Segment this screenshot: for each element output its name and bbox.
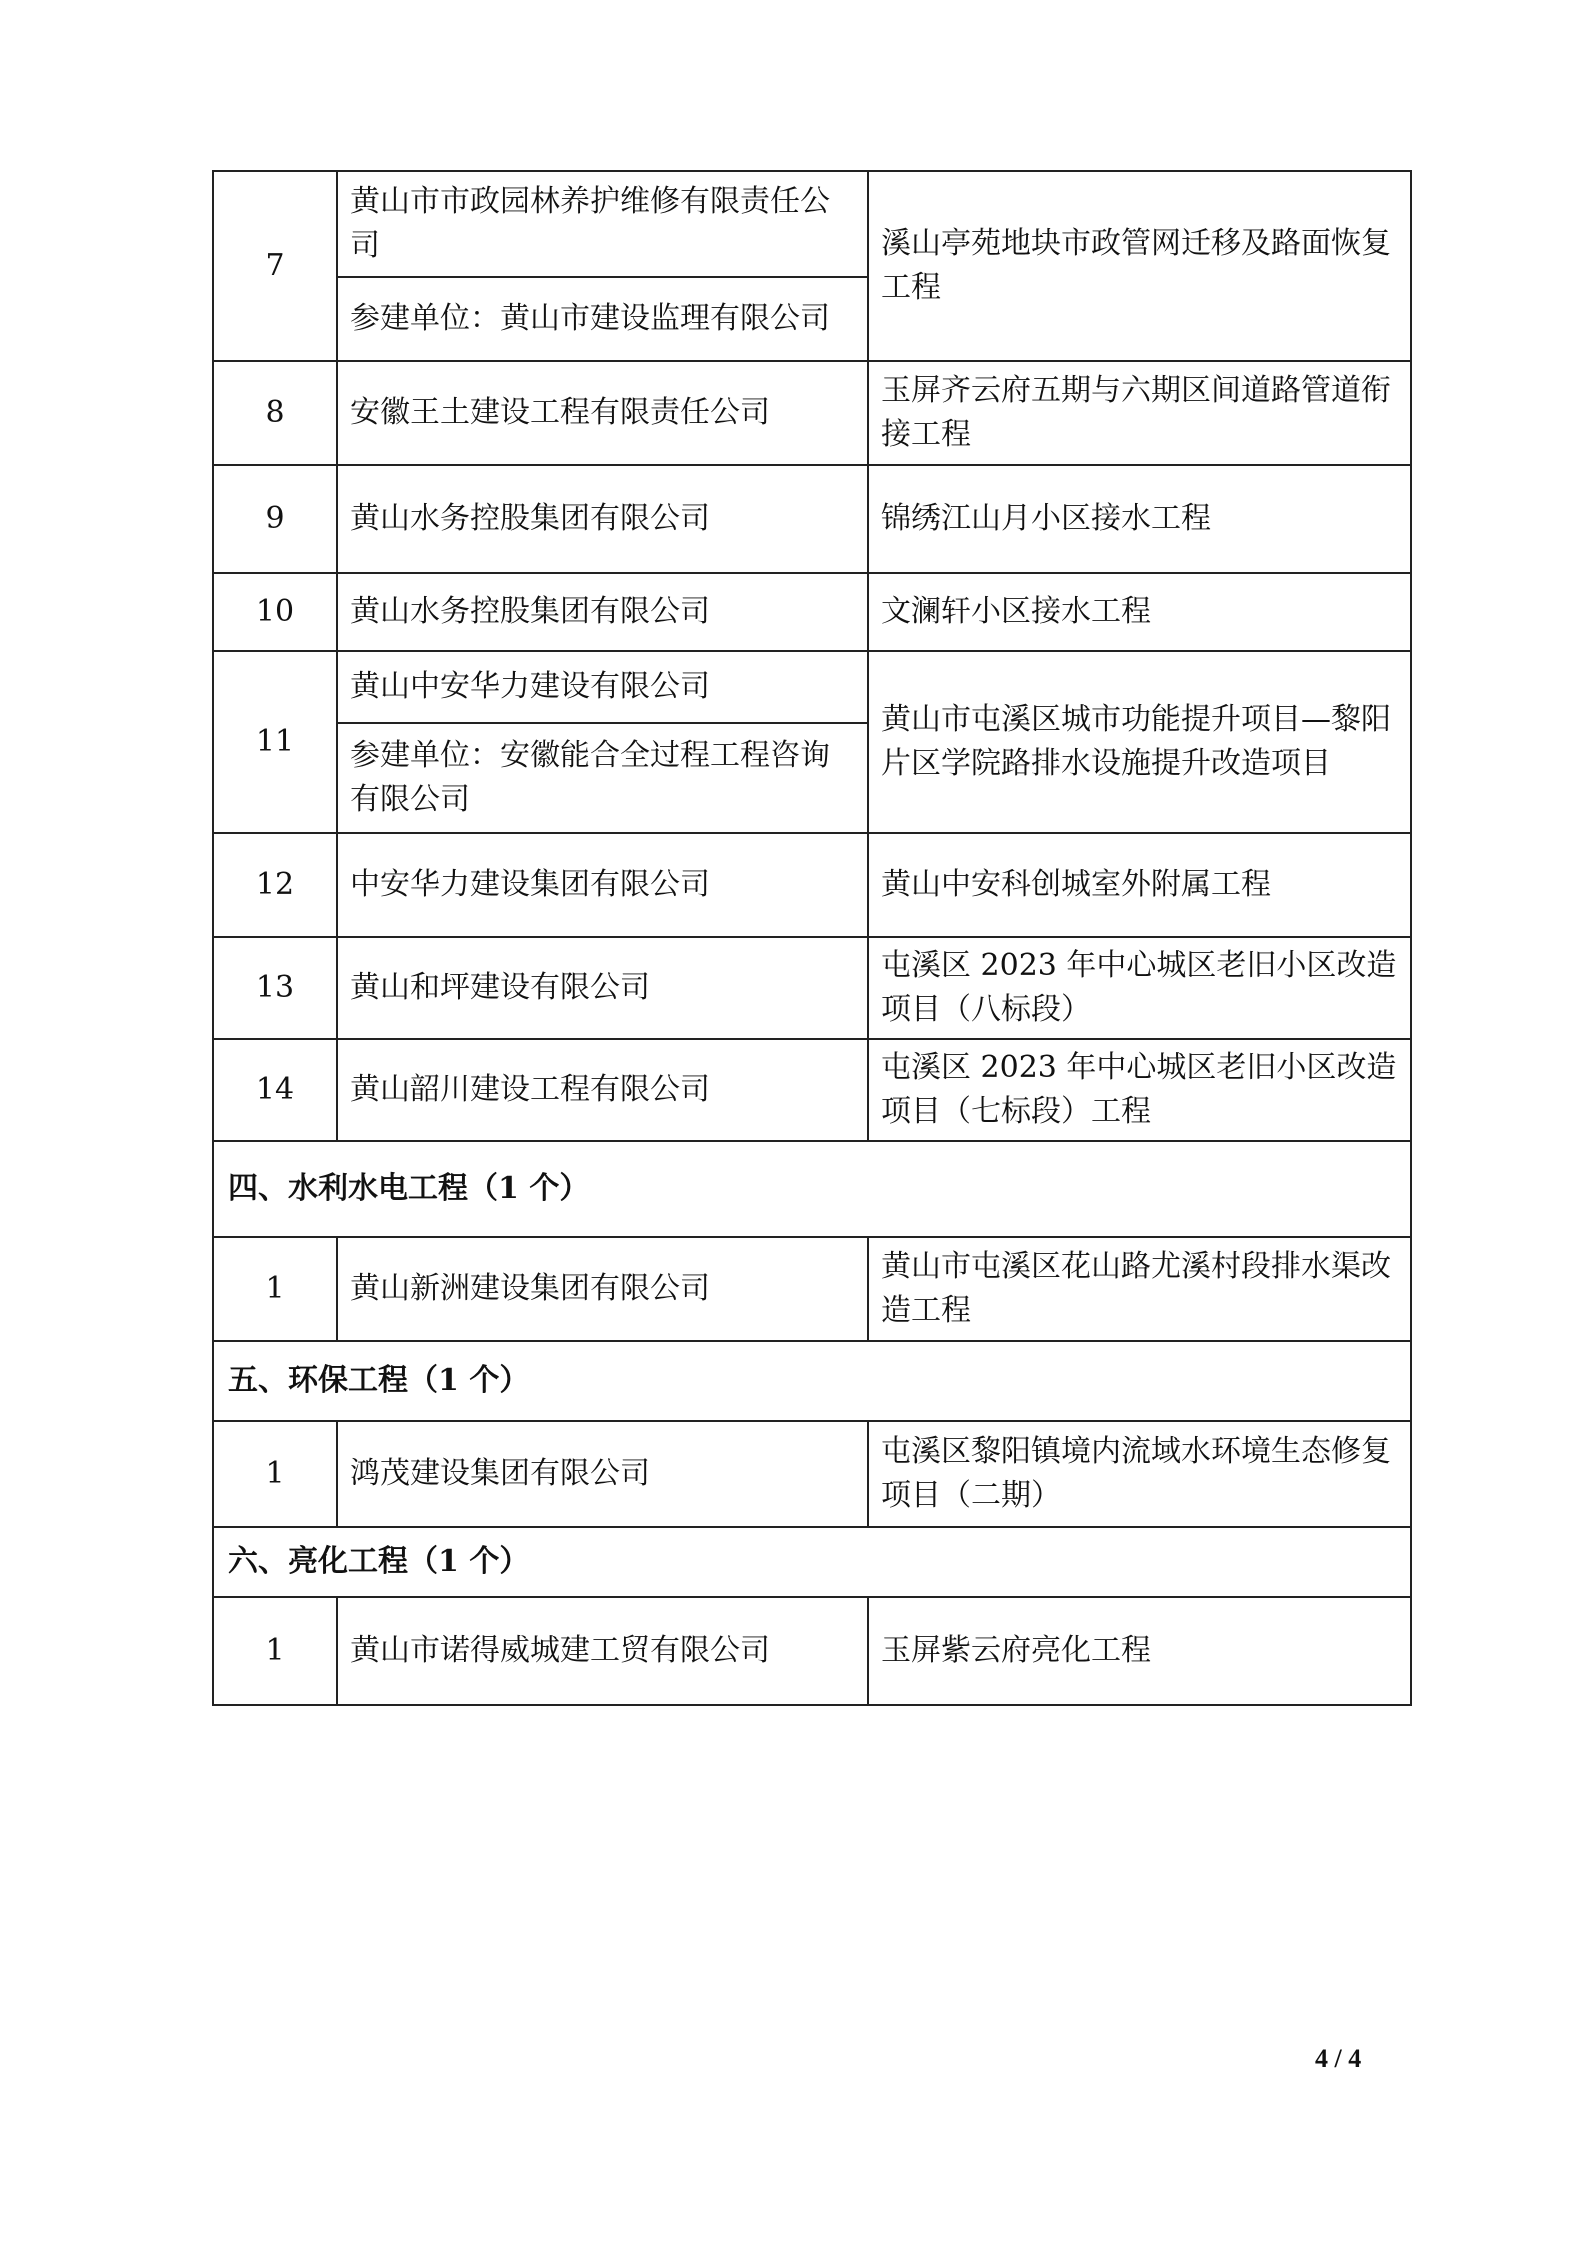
section-header: 四、水利水电工程（1 个） [213,1141,1411,1237]
unit-cell: 中安华力建设集团有限公司 [337,833,868,937]
project-cell: 黄山中安科创城室外附属工程 [868,833,1411,937]
unit-cell: 黄山市市政园林养护维修有限责任公司 [337,171,868,277]
project-cell: 玉屏紫云府亮化工程 [868,1597,1411,1705]
table-row [213,573,1411,651]
award-table [212,170,1412,1706]
unit-cell: 黄山市诺得威城建工贸有限公司 [337,1597,868,1705]
unit-cell: 黄山水务控股集团有限公司 [337,573,868,651]
row-number: 1 [213,1597,337,1705]
project-cell: 文澜轩小区接水工程 [868,573,1411,651]
participant-cell: 参建单位：安徽能合全过程工程咨询有限公司 [337,723,868,833]
unit-cell: 安徽王土建设工程有限责任公司 [337,361,868,465]
project-cell: 屯溪区黎阳镇境内流域水环境生态修复项目（二期） [868,1421,1411,1527]
page-number: 4 / 4 [1315,2044,1362,2073]
project-cell: 黄山市屯溪区花山路尤溪村段排水渠改造工程 [868,1237,1411,1341]
table-row [213,171,1411,277]
table-row [213,1237,1411,1341]
row-number: 13 [213,937,337,1039]
project-cell: 玉屏齐云府五期与六期区间道路管道衔接工程 [868,361,1411,465]
project-cell: 黄山市屯溪区城市功能提升项目—黎阳片区学院路排水设施提升改造项目 [868,651,1411,833]
participant-cell: 参建单位：黄山市建设监理有限公司 [337,277,868,361]
section-header-row [213,1341,1411,1421]
unit-cell: 鸿茂建设集团有限公司 [337,1421,868,1527]
section-header: 六、亮化工程（1 个） [213,1527,1411,1597]
section-header-row [213,1527,1411,1597]
row-number: 7 [213,171,337,361]
unit-cell: 黄山中安华力建设有限公司 [337,651,868,723]
row-number: 1 [213,1421,337,1527]
section-header: 五、环保工程（1 个） [213,1341,1411,1421]
row-number: 1 [213,1237,337,1341]
table-row [213,651,1411,723]
table-row [213,937,1411,1039]
row-number: 11 [213,651,337,833]
project-cell: 溪山亭苑地块市政管网迁移及路面恢复工程 [868,171,1411,361]
row-number: 12 [213,833,337,937]
row-number: 10 [213,573,337,651]
row-number: 14 [213,1039,337,1141]
unit-cell: 黄山和坪建设有限公司 [337,937,868,1039]
table-row [213,833,1411,937]
row-number: 9 [213,465,337,573]
project-cell: 锦绣江山月小区接水工程 [868,465,1411,573]
project-cell: 屯溪区 2023 年中心城区老旧小区改造项目（八标段） [868,937,1411,1039]
table-row [213,1421,1411,1527]
table-row [213,465,1411,573]
unit-cell: 黄山韶川建设工程有限公司 [337,1039,868,1141]
table-row [213,361,1411,465]
project-cell: 屯溪区 2023 年中心城区老旧小区改造项目（七标段）工程 [868,1039,1411,1141]
section-header-row [213,1141,1411,1237]
unit-cell: 黄山新洲建设集团有限公司 [337,1237,868,1341]
table-row [213,1039,1411,1141]
row-number: 8 [213,361,337,465]
table-row [213,1597,1411,1705]
unit-cell: 黄山水务控股集团有限公司 [337,465,868,573]
